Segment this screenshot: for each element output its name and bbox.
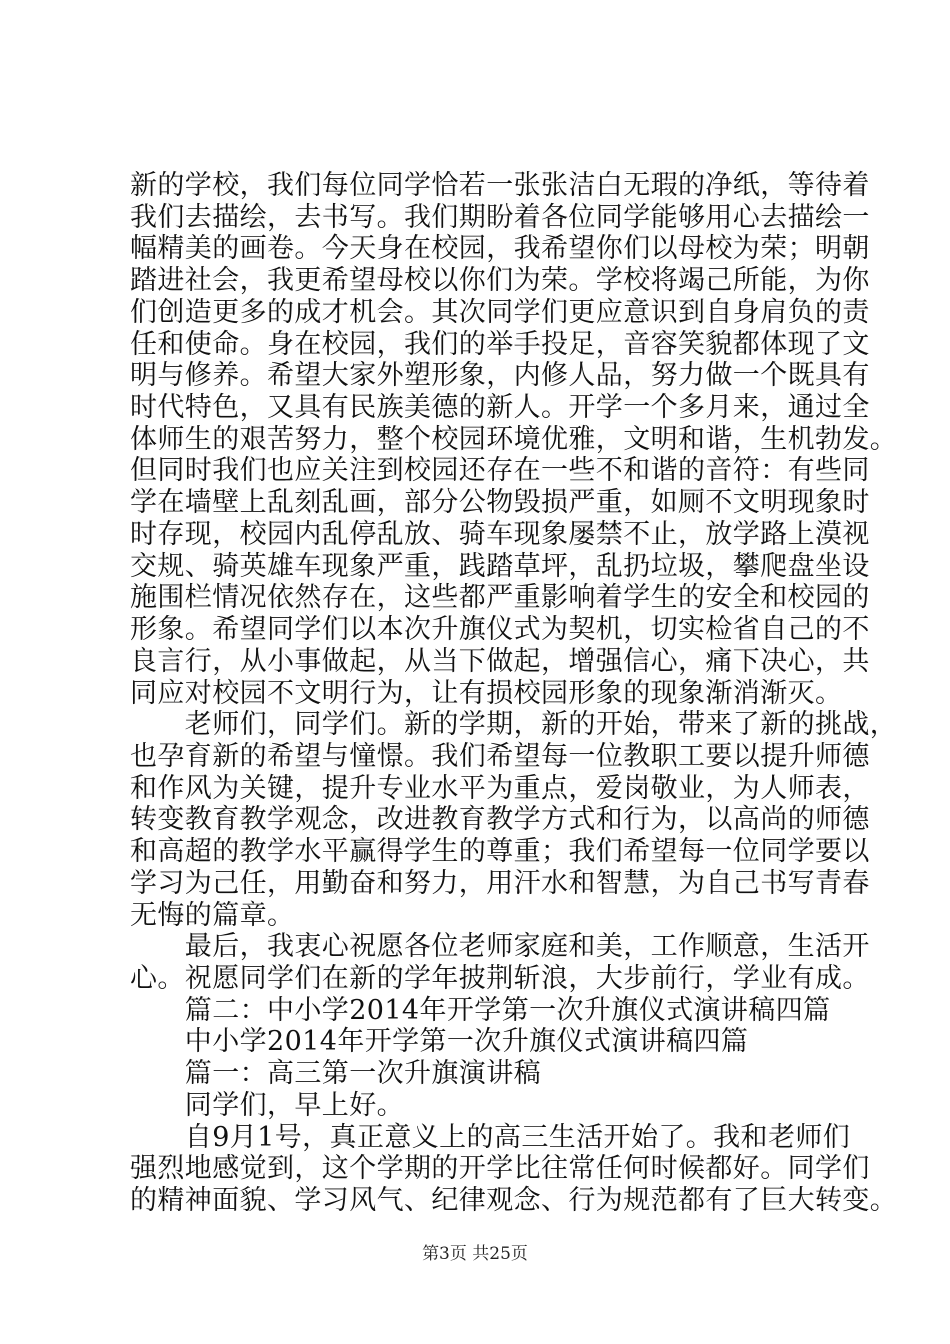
text-line: 也孕育新的希望与憧憬。我们希望每一位教职工要以提升师德 xyxy=(130,741,870,772)
text-line: 体师生的艰苦努力，整个校园环境优雅，文明和谐，生机勃发。 xyxy=(130,424,898,455)
text-line: 学在墙壁上乱刻乱画，部分公物毁损严重，如厕不文明现象时 xyxy=(130,487,870,518)
text-line: 明与修养。希望大家外塑形象，内修人品，努力做一个既具有 xyxy=(130,360,870,391)
section-heading: 中小学2014年开学第一次升旗仪式演讲稿四篇 xyxy=(130,1026,749,1057)
text-line: 的精神面貌、学习风气、纪律观念、行为规范都有了巨大转变。 xyxy=(130,1185,898,1216)
text-line: 最后，我衷心祝愿各位老师家庭和美，工作顺意，生活开 xyxy=(130,931,870,962)
text-line: 时存现，校园内乱停乱放、骑车现象屡禁不止，放学路上漠视 xyxy=(130,519,870,550)
text-line: 新的学校，我们每位同学恰若一张张洁白无瑕的净纸，等待着 xyxy=(130,170,870,201)
text-line: 心。祝愿同学们在新的学年披荆斩浪，大步前行，学业有成。 xyxy=(130,963,870,994)
section-heading: 篇二：中小学2014年开学第一次升旗仪式演讲稿四篇 xyxy=(130,995,831,1026)
text-line: 良言行，从小事做起，从当下做起，增强信心，痛下决心，共 xyxy=(130,646,870,677)
page-footer: 第3页 共25页 xyxy=(422,1244,528,1264)
text-line: 形象。希望同学们以本次升旗仪式为契机，切实检省自己的不 xyxy=(130,614,870,645)
text-line: 施围栏情况依然存在，这些都严重影响着学生的安全和校园的 xyxy=(130,582,870,613)
text-line: 学习为己任，用勤奋和努力，用汗水和智慧，为自己书写青春 xyxy=(130,868,870,899)
section-heading: 篇一：高三第一次升旗演讲稿 xyxy=(130,1058,541,1089)
text-line: 任和使命。身在校园，我们的举手投足，音容笑貌都体现了文 xyxy=(130,329,870,360)
text-line: 自9月1号，真正意义上的高三生活开始了。我和老师们 xyxy=(130,1122,851,1153)
text-line: 老师们，同学们。新的学期，新的开始，带来了新的挑战， xyxy=(130,709,898,740)
text-line: 们创造更多的成才机会。其次同学们更应意识到自身肩负的责 xyxy=(130,297,870,328)
text-line: 和作风为关键，提升专业水平为重点，爱岗敬业，为人师表， xyxy=(130,773,870,804)
text-line: 我们去描绘，去书写。我们期盼着各位同学能够用心去描绘一 xyxy=(130,202,870,233)
text-line: 转变教育教学观念，改进教育教学方式和行为，以高尚的师德 xyxy=(130,804,870,835)
text-line: 同学们，早上好。 xyxy=(130,1090,404,1121)
text-line: 强烈地感觉到，这个学期的开学比往常任何时候都好。同学们 xyxy=(130,1153,870,1184)
text-line: 同应对校园不文明行为，让有损校园形象的现象渐消渐灭。 xyxy=(130,678,843,709)
text-line: 无悔的篇章。 xyxy=(130,900,295,931)
text-line: 幅精美的画卷。今天身在校园，我希望你们以母校为荣；明朝 xyxy=(130,233,870,264)
text-line: 但同时我们也应关注到校园还存在一些不和谐的音符：有些同 xyxy=(130,455,870,486)
text-line: 时代特色，又具有民族美德的新人。开学一个多月来，通过全 xyxy=(130,392,870,423)
text-line: 和高超的教学水平赢得学生的尊重；我们希望每一位同学要以 xyxy=(130,836,870,867)
text-line: 交规、骑英雄车现象严重，践踏草坪，乱扔垃圾，攀爬盘坐设 xyxy=(130,551,870,582)
text-line: 踏进社会，我更希望母校以你们为荣。学校将竭己所能，为你 xyxy=(130,265,870,296)
